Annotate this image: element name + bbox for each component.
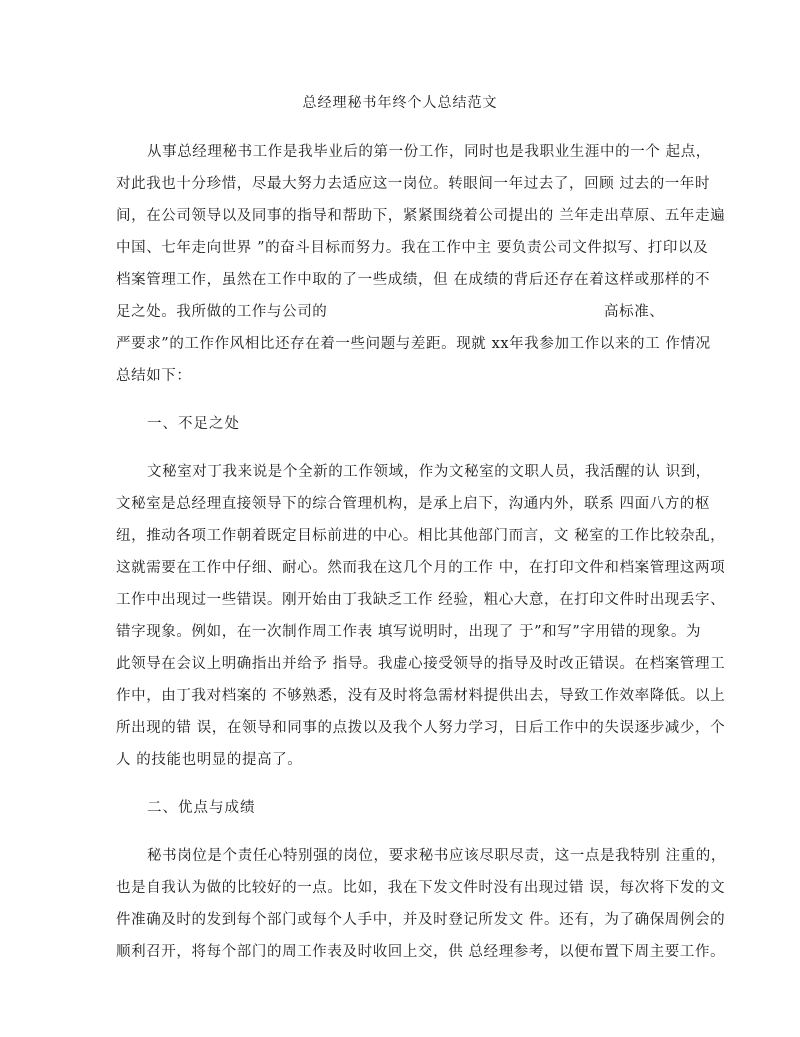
paragraph-2-line-8: 作中，由丁我对档案的 不够熟悉，没有及时将急需材料提供出去，导致工作效率降低。以上 bbox=[116, 688, 726, 704]
paragraph-1-line-3: 间，在公司领导以及同事的指导和帮助下，紧紧围绕着公司提出的 兰年走出草原、五年走遍 bbox=[116, 208, 726, 224]
paragraph-1-line-6: 足之处。我所做的工作与公司的 bbox=[116, 304, 328, 320]
paragraph-2-line-4: 这就需要在工作中仔细、耐心。然而我在这几个月的工作 中，在打印文件和档案管理这两项 bbox=[116, 560, 726, 576]
paragraph-2-line-9: 所出现的错 误，在领导和同事的点拨以及我个人努力学习，日后工作中的失误逐步减少，个 bbox=[116, 720, 726, 736]
document-title: 总经理秘书年终个人总结范文 bbox=[302, 95, 498, 111]
paragraph-2-line-3: 纽，推动各项工作朝着既定目标前进的中心。相比其他部门而言，文 秘室的工作比较杂乱， bbox=[116, 528, 726, 544]
paragraph-3-line-2: 也是自我认为做的比较好的一点。比如，我在下发文件时没有出现过错 误，每次将下发的文 bbox=[116, 880, 726, 896]
paragraph-2-line-10: 人 的技能也明显的提高了。 bbox=[116, 752, 303, 768]
paragraph-1-line-7: 严要求”的工作作风相比还存在着一些问题与差距。现就 xx年我参加工作以来的工 作情况 bbox=[116, 336, 711, 352]
paragraph-1-line-4: 中国、七年走向世界 ”的奋斗目标而努力。我在工作中主 要负责公司文件拟写、打印以及 bbox=[116, 240, 709, 256]
paragraph-2-line-5: 工作中出现过一些错误。刚开始由丁我缺乏工作 经验，粗心大意，在打印文件时出现丢字、 bbox=[116, 592, 726, 608]
paragraph-1-line-1: 从事总经理秘书工作是我毕业后的第一份工作，同时也是我职业生涯中的一个 起点， bbox=[147, 144, 711, 160]
section-heading-2: 二、优点与成绩 bbox=[147, 800, 256, 816]
paragraph-2-line-7: 此领导在会议上明确指出并给予 指导。我虚心接受领导的指导及时改正错误。在档案管理工 bbox=[116, 656, 726, 672]
paragraph-3-line-1: 秘书岗位是个责任心特别强的岗位，要求秘书应该尽职尽责，这一点是我特别 注重的， bbox=[147, 848, 727, 864]
paragraph-2-line-6: 错字现象。例如，在一次制作周工作表 填写说明时，出现了 于”和写”字用错的现象。为 bbox=[116, 624, 702, 640]
paragraph-3-line-4: 顺利召开，将每个部门的周工作表及时收回上交，供 总经理参考，以便布置下周主要工作。 bbox=[116, 944, 726, 960]
paragraph-2-line-1: 文秘室对丁我来说是个全新的工作领域，作为文秘室的文职人员，我活醒的认 识到， bbox=[147, 464, 711, 480]
paragraph-2-line-2: 文秘室是总经理直接领导下的综合管理机构，是承上启下，沟通内外，联系 四面八方的枢 bbox=[116, 496, 711, 512]
paragraph-1-line-5: 档案管理工作，虽然在工作中取的了一些成绩，但 在成绩的背后还存在着这样或那样的不 bbox=[116, 272, 711, 288]
paragraph-1-line-2: 对此我也十分珍惜，尽最大努力去适应这一岗位。转眼间一年过去了，回顾 过去的一年时 bbox=[116, 176, 711, 192]
section-heading-1: 一、不足之处 bbox=[147, 416, 240, 432]
paragraph-1-line-6-right: 高标准、 bbox=[604, 304, 665, 320]
paragraph-3-line-3: 件准确及时的发到每个部门或每个人手中，并及时登记所发文 件。还有，为了确保周例会的 bbox=[116, 912, 726, 928]
paragraph-1-line-8: 总结如下： bbox=[116, 368, 192, 384]
